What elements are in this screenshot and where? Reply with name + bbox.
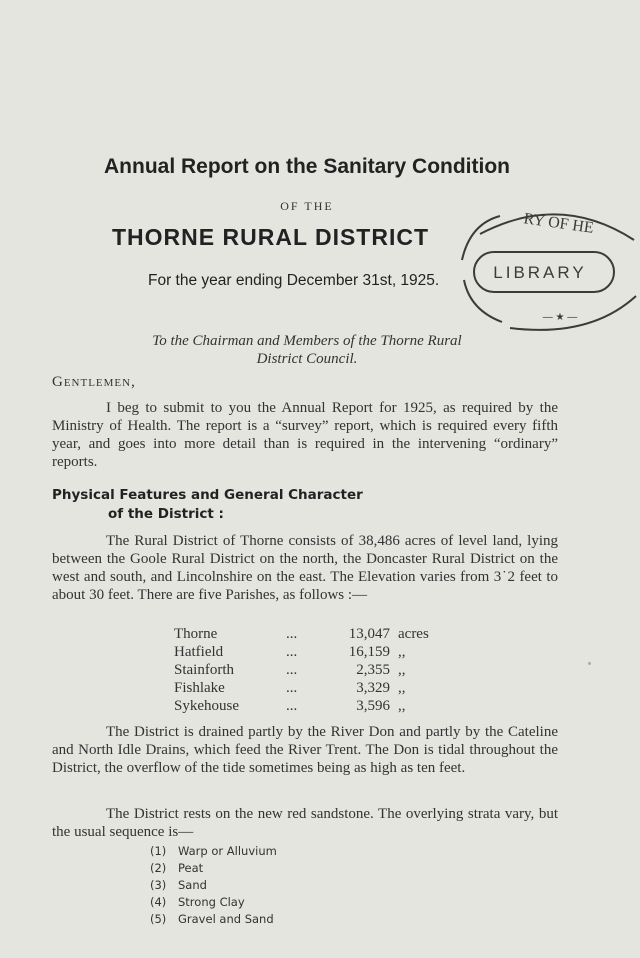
strata-label: Sand <box>178 878 207 892</box>
area-paragraph: The Rural District of Thorne consists of 38,486 acres of level land, lying between the Goole Rural District on the north, the Doncaster Rural District on the west and south, and Lincolnshire on the east. The Elevation varies from 3˙2 feet to about 30 feet. There are five Parishes, as follows :— <box>52 533 558 603</box>
geology-paragraph: The District rests on the new red sandstone. The overlying strata vary, but the usual sequence is— <box>52 806 558 840</box>
strata-item <box>150 894 277 911</box>
stamp-top-text: RY OF HE <box>522 210 595 237</box>
strata-number: (1) <box>150 844 167 858</box>
svg-text:— ★ —: — ★ — <box>542 312 578 323</box>
district-name: THORNE RURAL DISTRICT <box>112 224 430 250</box>
section-heading <box>52 486 522 524</box>
strata-number: (4) <box>150 895 167 909</box>
salutation: Gentlemen, <box>52 374 136 390</box>
intro-paragraph: I beg to submit to you the Annual Report for 1925, as required by the Ministry of Health. The report is a “survey” report, which is required every fifth year, and goes into more detail than is required in the intervening “ordinary” reports. <box>52 400 558 470</box>
parish-acres: 16,159 <box>348 644 390 660</box>
parish-dots: ... <box>286 680 298 696</box>
of-the-label: OF THE <box>280 199 334 213</box>
parish-acres: 13,047 <box>348 626 390 642</box>
year-line: For the year ending December 31st, 1925. <box>148 272 440 289</box>
parish-acres: 3,329 <box>356 680 390 696</box>
parish-name: Sykehouse <box>174 698 239 714</box>
section-heading-line-1: Physical Features and General Character <box>52 487 363 503</box>
strata-label: Warp or Alluvium <box>178 844 277 858</box>
parish-dots: ... <box>286 698 298 714</box>
parish-acres: 3,596 <box>356 698 390 714</box>
parish-name: Thorne <box>174 626 218 642</box>
parish-row <box>174 625 429 643</box>
address-line-1: To the Chairman and Members of the Thorne Rural <box>152 333 462 349</box>
parish-dots: ... <box>286 662 298 678</box>
strata-number: (5) <box>150 912 167 926</box>
parish-unit: acres <box>398 626 429 642</box>
strata-item <box>150 843 277 860</box>
strata-list <box>150 843 277 928</box>
parish-unit: ,, <box>398 698 406 714</box>
address-line-2: District Council. <box>256 351 358 367</box>
parish-dots: ... <box>286 626 298 642</box>
strata-number: (3) <box>150 878 167 892</box>
parish-row <box>174 697 429 715</box>
parish-name: Fishlake <box>174 680 225 696</box>
parish-name: Stainforth <box>174 662 234 678</box>
stamp-center-text: LIBRARY <box>493 263 587 282</box>
paper-speck <box>588 662 591 665</box>
section-heading-line-2: of the District : <box>108 506 224 522</box>
parish-unit: ,, <box>398 662 406 678</box>
report-title: Annual Report on the Sanitary Condition <box>104 155 510 178</box>
strata-item <box>150 860 277 877</box>
drainage-paragraph: The District is drained partly by the River Don and partly by the Cateline and North Idle Drains, which feed the River Trent. The Don is tidal throughout the District, the overflow of the tide sometimes being as high as ten feet. <box>52 724 558 776</box>
parish-unit: ,, <box>398 644 406 660</box>
strata-number: (2) <box>150 861 167 875</box>
parish-name: Hatfield <box>174 644 224 660</box>
parish-table <box>174 625 429 715</box>
strata-label: Peat <box>178 861 204 875</box>
parish-row <box>174 643 429 661</box>
parish-acres: 2,355 <box>356 662 390 678</box>
parish-row <box>174 679 429 697</box>
strata-label: Gravel and Sand <box>178 912 274 926</box>
strata-label: Strong Clay <box>178 895 245 909</box>
parish-dots: ... <box>286 644 298 660</box>
strata-item <box>150 877 277 894</box>
parish-unit: ,, <box>398 680 406 696</box>
library-stamp <box>440 200 640 340</box>
address-block <box>90 332 524 368</box>
parish-row <box>174 661 429 679</box>
strata-item <box>150 911 277 928</box>
